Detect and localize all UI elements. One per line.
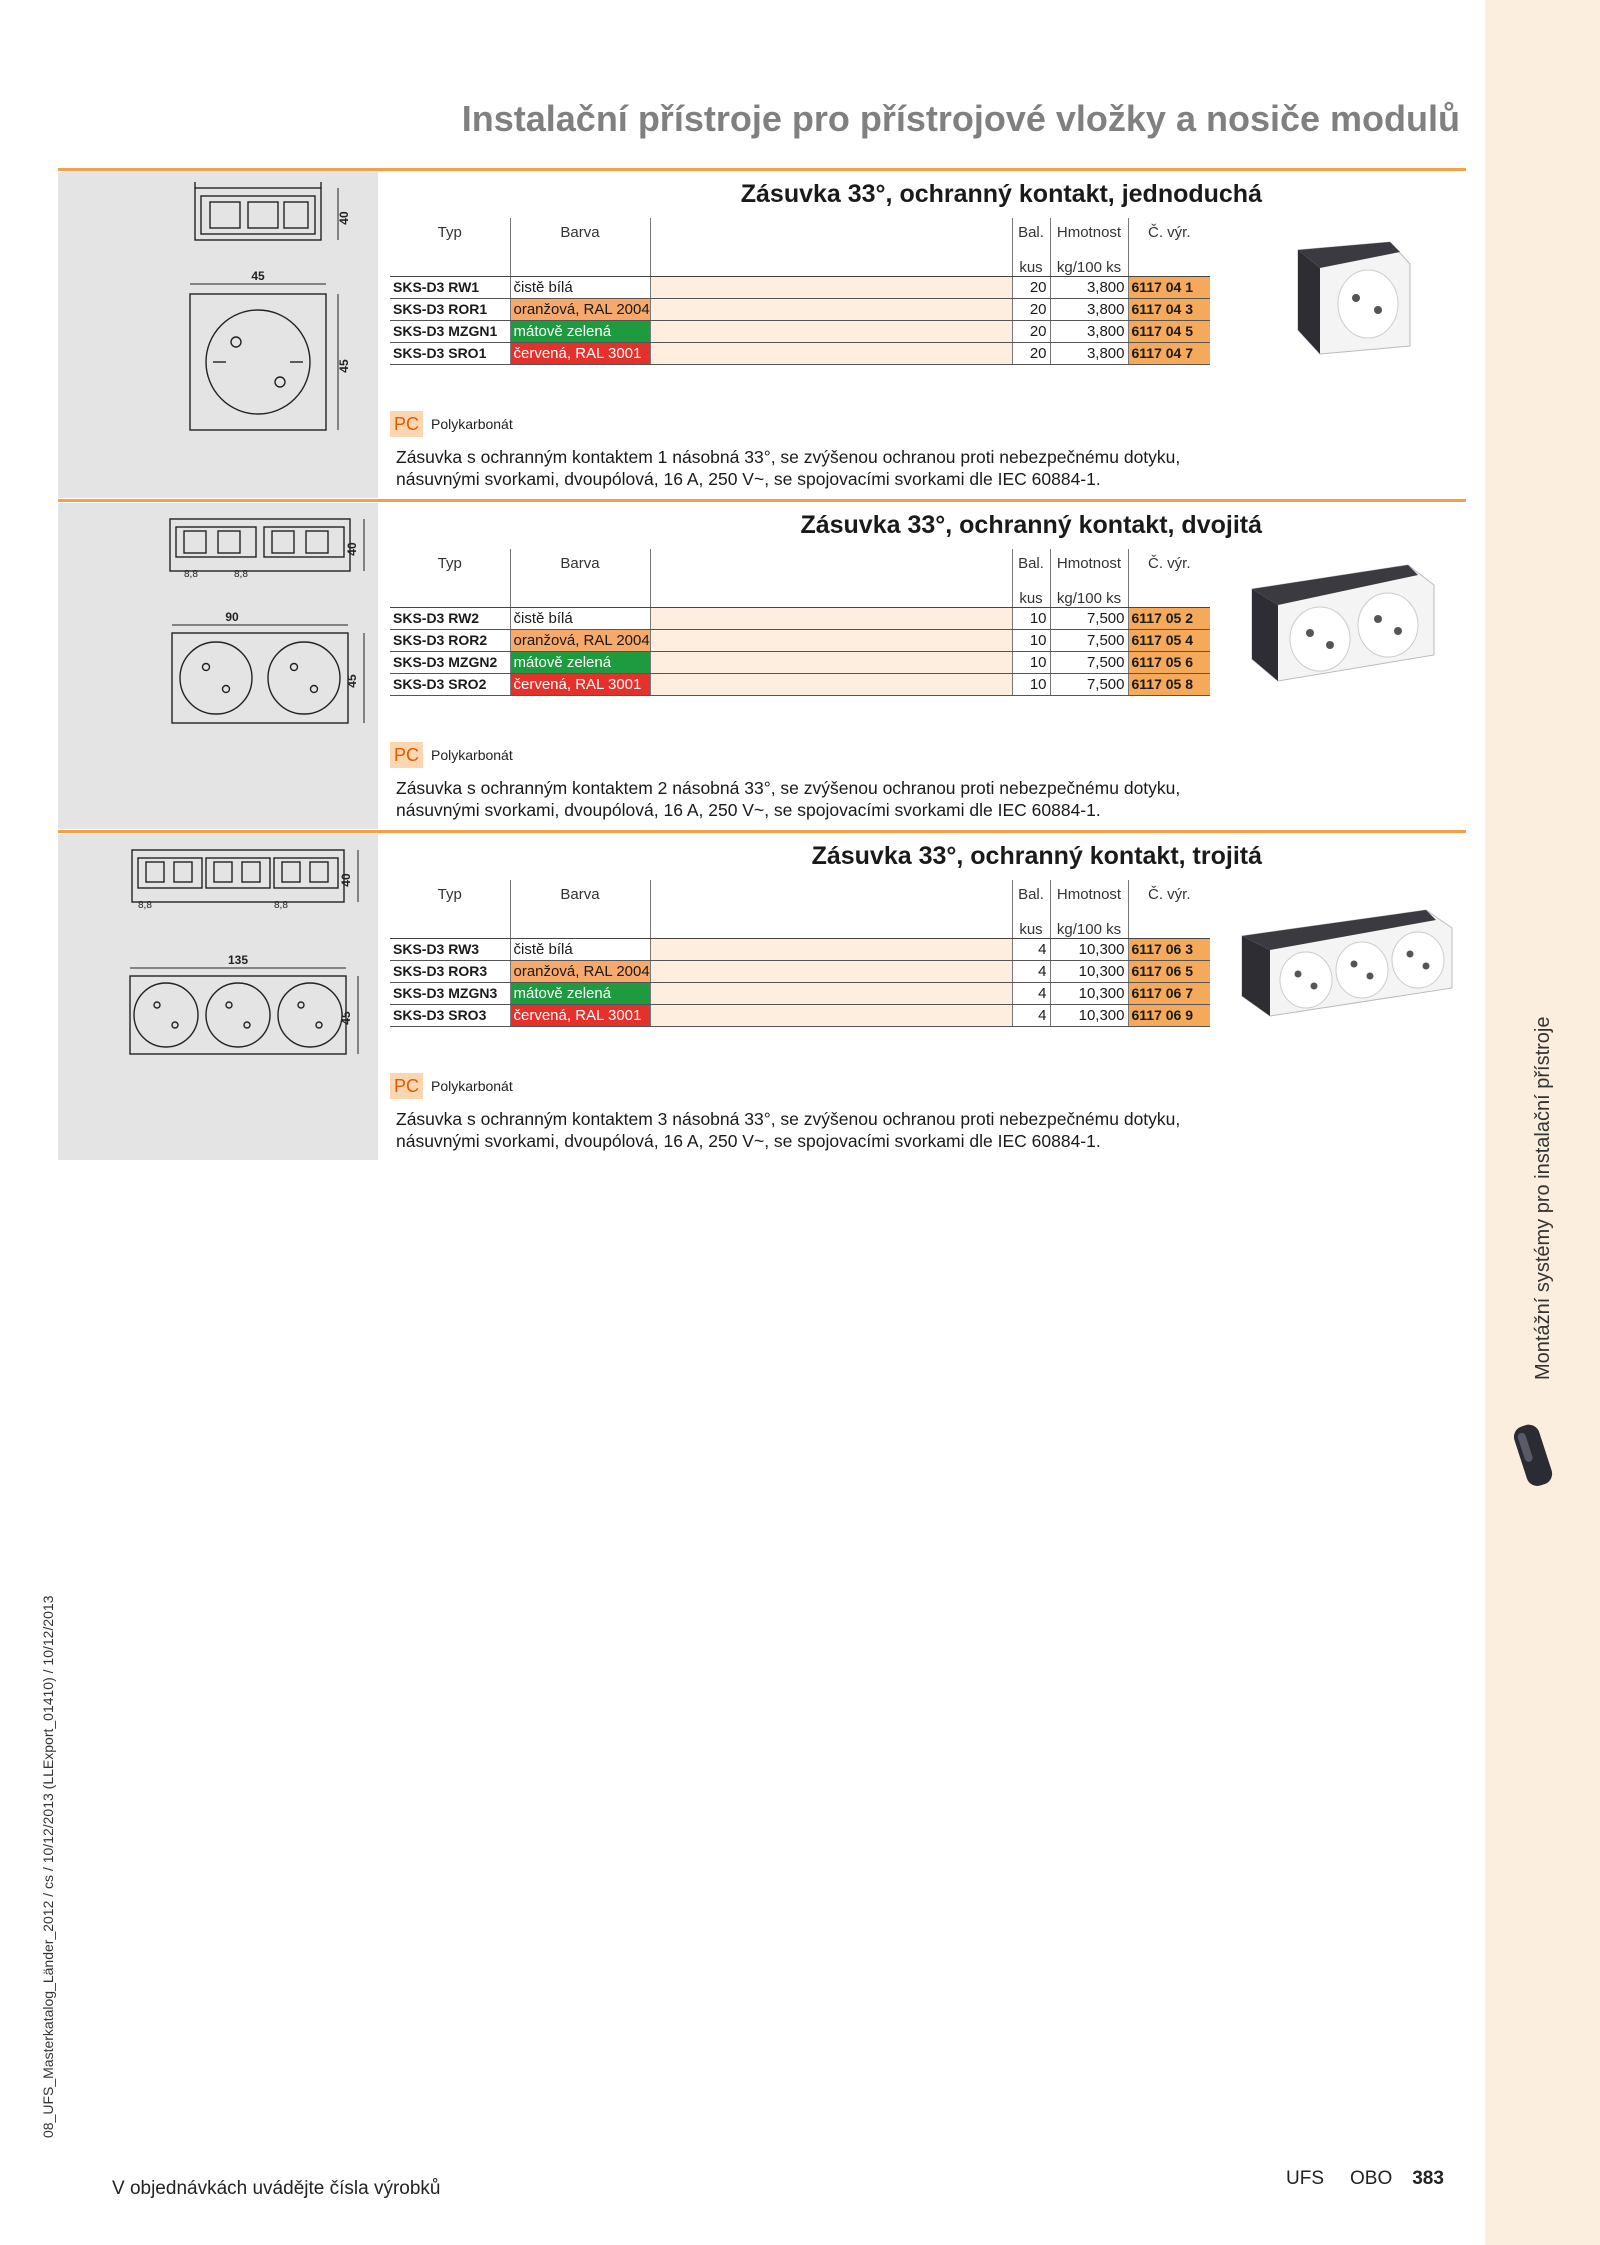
table-row	[390, 298, 1210, 320]
table-row	[390, 673, 1210, 695]
header-bal: Bal.	[1012, 549, 1050, 587]
article-number[interactable]: 6117 05 8	[1128, 673, 1210, 695]
dim-width-label: 135	[227, 953, 249, 967]
product-type: SKS-D3 ROR2	[390, 629, 510, 651]
footer-brand-obo: OBO	[1350, 2168, 1393, 2189]
table-row	[390, 629, 1210, 651]
product-description: Zásuvka s ochranným kontaktem 2 násobná 33°, se zvýšenou ochranou proti nebezpečnému dotyku, násuvnými svorkami, dvoupólová, 16 A, 250 V~, se spojovacími svorkami dle IEC 60884-1.	[396, 778, 1181, 820]
table-row	[390, 276, 1210, 298]
product-photo-triple	[1230, 902, 1460, 1032]
color-swatch: oranžová, RAL 2004	[510, 298, 650, 320]
material-name: Polykarbonát	[431, 747, 513, 763]
pack-qty: 20	[1012, 342, 1050, 364]
weight: 10,300	[1050, 1004, 1128, 1026]
pack-qty: 10	[1012, 629, 1050, 651]
article-number[interactable]: 6117 04 1	[1128, 276, 1210, 298]
product-type: SKS-D3 RW3	[390, 938, 510, 960]
table-row	[390, 651, 1210, 673]
header-typ: Typ	[437, 555, 462, 572]
product-type: SKS-D3 RW1	[390, 276, 510, 298]
article-number[interactable]: 6117 04 3	[1128, 298, 1210, 320]
color-swatch: čistě bílá	[510, 276, 650, 298]
plug-icon	[1512, 1418, 1556, 1492]
weight: 3,800	[1050, 298, 1128, 320]
material-code: PC	[390, 742, 423, 768]
header-hmotnost: Hmotnost	[1050, 218, 1128, 256]
table-row	[390, 938, 1210, 960]
footer-branding	[1286, 2168, 1444, 2190]
section-divider	[58, 168, 1466, 171]
product-photo-single	[1280, 238, 1430, 358]
color-swatch: čistě bílá	[510, 938, 650, 960]
technical-drawing-single	[58, 172, 378, 498]
header-spacer	[650, 218, 1012, 256]
product-type: SKS-D3 MZGN3	[390, 982, 510, 1004]
header-cislo: Č. výr.	[1128, 880, 1210, 918]
article-number[interactable]: 6117 05 6	[1128, 651, 1210, 673]
section-divider	[58, 830, 1466, 833]
dim-height-top-label: 40	[339, 873, 353, 887]
table-row	[390, 982, 1210, 1004]
product-description: Zásuvka s ochranným kontaktem 1 násobná 33°, se zvýšenou ochranou proti nebezpečnému dotyku, násuvnými svorkami, dvoupólová, 16 A, 250 V~, se spojovacími svorkami dle IEC 60884-1.	[396, 447, 1181, 489]
header-typ: Typ	[437, 224, 462, 241]
product-type: SKS-D3 MZGN2	[390, 651, 510, 673]
product-type: SKS-D3 ROR3	[390, 960, 510, 982]
material-name: Polykarbonát	[431, 1078, 513, 1094]
pack-qty: 4	[1012, 938, 1050, 960]
material-info	[390, 1073, 513, 1099]
header-hmotnost: Hmotnost	[1050, 549, 1128, 587]
product-description: Zásuvka s ochranným kontaktem 3 násobná 33°, se zvýšenou ochranou proti nebezpečnému dotyku, násuvnými svorkami, dvoupólová, 16 A, 250 V~, se spojovacími svorkami dle IEC 60884-1.	[396, 1109, 1181, 1151]
header-bal: Bal.	[1012, 880, 1050, 918]
weight: 3,800	[1050, 276, 1128, 298]
section-title: Zásuvka 33°, ochranný kontakt, jednoduchá	[740, 180, 1262, 208]
product-type: SKS-D3 SRO1	[390, 342, 510, 364]
table-row	[390, 960, 1210, 982]
header-cislo: Č. výr.	[1128, 218, 1210, 256]
header-spacer	[650, 880, 1012, 918]
table-row	[390, 1004, 1210, 1026]
header-bal: Bal.	[1012, 218, 1050, 256]
color-swatch: mátově zelená	[510, 982, 650, 1004]
product-table	[390, 549, 1210, 696]
color-swatch: čistě bílá	[510, 607, 650, 629]
material-info	[390, 742, 513, 768]
pack-qty: 4	[1012, 982, 1050, 1004]
header-barva: Barva	[510, 549, 650, 587]
pack-qty: 4	[1012, 960, 1050, 982]
product-photo-double	[1238, 559, 1448, 689]
header-hmotnost: Hmotnost	[1050, 880, 1128, 918]
article-number[interactable]: 6117 04 5	[1128, 320, 1210, 342]
footer-order-note: V objednávkách uvádějte čísla výrobků	[112, 2178, 441, 2199]
technical-drawing-panel	[58, 503, 378, 829]
clip-dim-label: 8,8	[138, 900, 152, 911]
unit-bal: kus	[1012, 587, 1050, 607]
article-number[interactable]: 6117 05 4	[1128, 629, 1210, 651]
dim-height-front-label: 45	[337, 359, 351, 373]
article-number[interactable]: 6117 06 3	[1128, 938, 1210, 960]
color-swatch: červená, RAL 3001	[510, 1004, 650, 1026]
header-barva: Barva	[510, 880, 650, 918]
unit-hmotnost: kg/100 ks	[1050, 256, 1128, 276]
table-row	[390, 342, 1210, 364]
weight: 7,500	[1050, 673, 1128, 695]
product-type: SKS-D3 SRO2	[390, 673, 510, 695]
product-table	[390, 880, 1210, 1027]
section-title: Zásuvka 33°, ochranný kontakt, trojitá	[811, 842, 1262, 870]
product-type: SKS-D3 RW2	[390, 607, 510, 629]
product-type: SKS-D3 ROR1	[390, 298, 510, 320]
weight: 3,800	[1050, 320, 1128, 342]
header-typ: Typ	[437, 886, 462, 903]
unit-bal: kus	[1012, 256, 1050, 276]
page-number: 383	[1412, 2168, 1444, 2189]
pack-qty: 10	[1012, 651, 1050, 673]
product-section-triple	[58, 830, 1466, 1160]
color-swatch: červená, RAL 3001	[510, 673, 650, 695]
article-number[interactable]: 6117 06 7	[1128, 982, 1210, 1004]
article-number[interactable]: 6117 05 2	[1128, 607, 1210, 629]
weight: 7,500	[1050, 607, 1128, 629]
dim-height-top-label: 40	[345, 542, 359, 556]
dim-height-top-label: 40	[337, 211, 351, 225]
unit-hmotnost: kg/100 ks	[1050, 587, 1128, 607]
side-section-label: Montážní systémy pro instalační přístroje	[1532, 1016, 1554, 1380]
dim-width-label: 90	[225, 610, 239, 624]
article-number[interactable]: 6117 06 9	[1128, 1004, 1210, 1026]
weight: 10,300	[1050, 960, 1128, 982]
header-barva: Barva	[510, 218, 650, 256]
product-section-double	[58, 499, 1466, 829]
pack-qty: 20	[1012, 320, 1050, 342]
unit-hmotnost: kg/100 ks	[1050, 918, 1128, 938]
dim-height-front-label: 45	[345, 674, 359, 688]
product-table	[390, 218, 1210, 365]
clip-dim-label: 8,8	[274, 900, 288, 911]
color-swatch: oranžová, RAL 2004	[510, 960, 650, 982]
pack-qty: 4	[1012, 1004, 1050, 1026]
technical-drawing-panel	[58, 834, 378, 1160]
pack-qty: 10	[1012, 607, 1050, 629]
unit-bal: kus	[1012, 918, 1050, 938]
catalog-export-info: 08_UFS_Masterkatalog_Länder_2012 / cs / 10/12/2013 (LLExport_01410) / 10/12/2013	[40, 1595, 56, 2138]
header-cislo: Č. výr.	[1128, 549, 1210, 587]
product-section-single	[58, 168, 1466, 498]
color-swatch: červená, RAL 3001	[510, 342, 650, 364]
page-title: Instalační přístroje pro přístrojové vložky a nosiče modulů	[461, 98, 1460, 139]
color-swatch: mátově zelená	[510, 320, 650, 342]
section-divider	[58, 499, 1466, 502]
material-info	[390, 411, 513, 437]
color-swatch: oranžová, RAL 2004	[510, 629, 650, 651]
article-number[interactable]: 6117 04 7	[1128, 342, 1210, 364]
pack-qty: 20	[1012, 298, 1050, 320]
weight: 10,300	[1050, 938, 1128, 960]
article-number[interactable]: 6117 06 5	[1128, 960, 1210, 982]
pack-qty: 20	[1012, 276, 1050, 298]
material-code: PC	[390, 1073, 423, 1099]
pack-qty: 10	[1012, 673, 1050, 695]
dim-width-label: 45	[251, 269, 265, 283]
material-code: PC	[390, 411, 423, 437]
weight: 10,300	[1050, 982, 1128, 1004]
table-row	[390, 320, 1210, 342]
weight: 7,500	[1050, 651, 1128, 673]
section-title: Zásuvka 33°, ochranný kontakt, dvojitá	[800, 511, 1262, 539]
product-type: SKS-D3 SRO3	[390, 1004, 510, 1026]
weight: 3,800	[1050, 342, 1128, 364]
table-row	[390, 607, 1210, 629]
header-spacer	[650, 549, 1012, 587]
product-type: SKS-D3 MZGN1	[390, 320, 510, 342]
material-name: Polykarbonát	[431, 416, 513, 432]
footer-brand-ufs: UFS	[1286, 2168, 1324, 2189]
color-swatch: mátově zelená	[510, 651, 650, 673]
technical-drawing-panel	[58, 172, 378, 498]
dim-height-front-label: 45	[339, 1011, 353, 1025]
technical-drawing-triple	[58, 834, 378, 1160]
clip-dim-label: 8,8	[234, 569, 248, 580]
weight: 7,500	[1050, 629, 1128, 651]
technical-drawing-double	[58, 503, 378, 829]
clip-dim-label: 8,8	[184, 569, 198, 580]
